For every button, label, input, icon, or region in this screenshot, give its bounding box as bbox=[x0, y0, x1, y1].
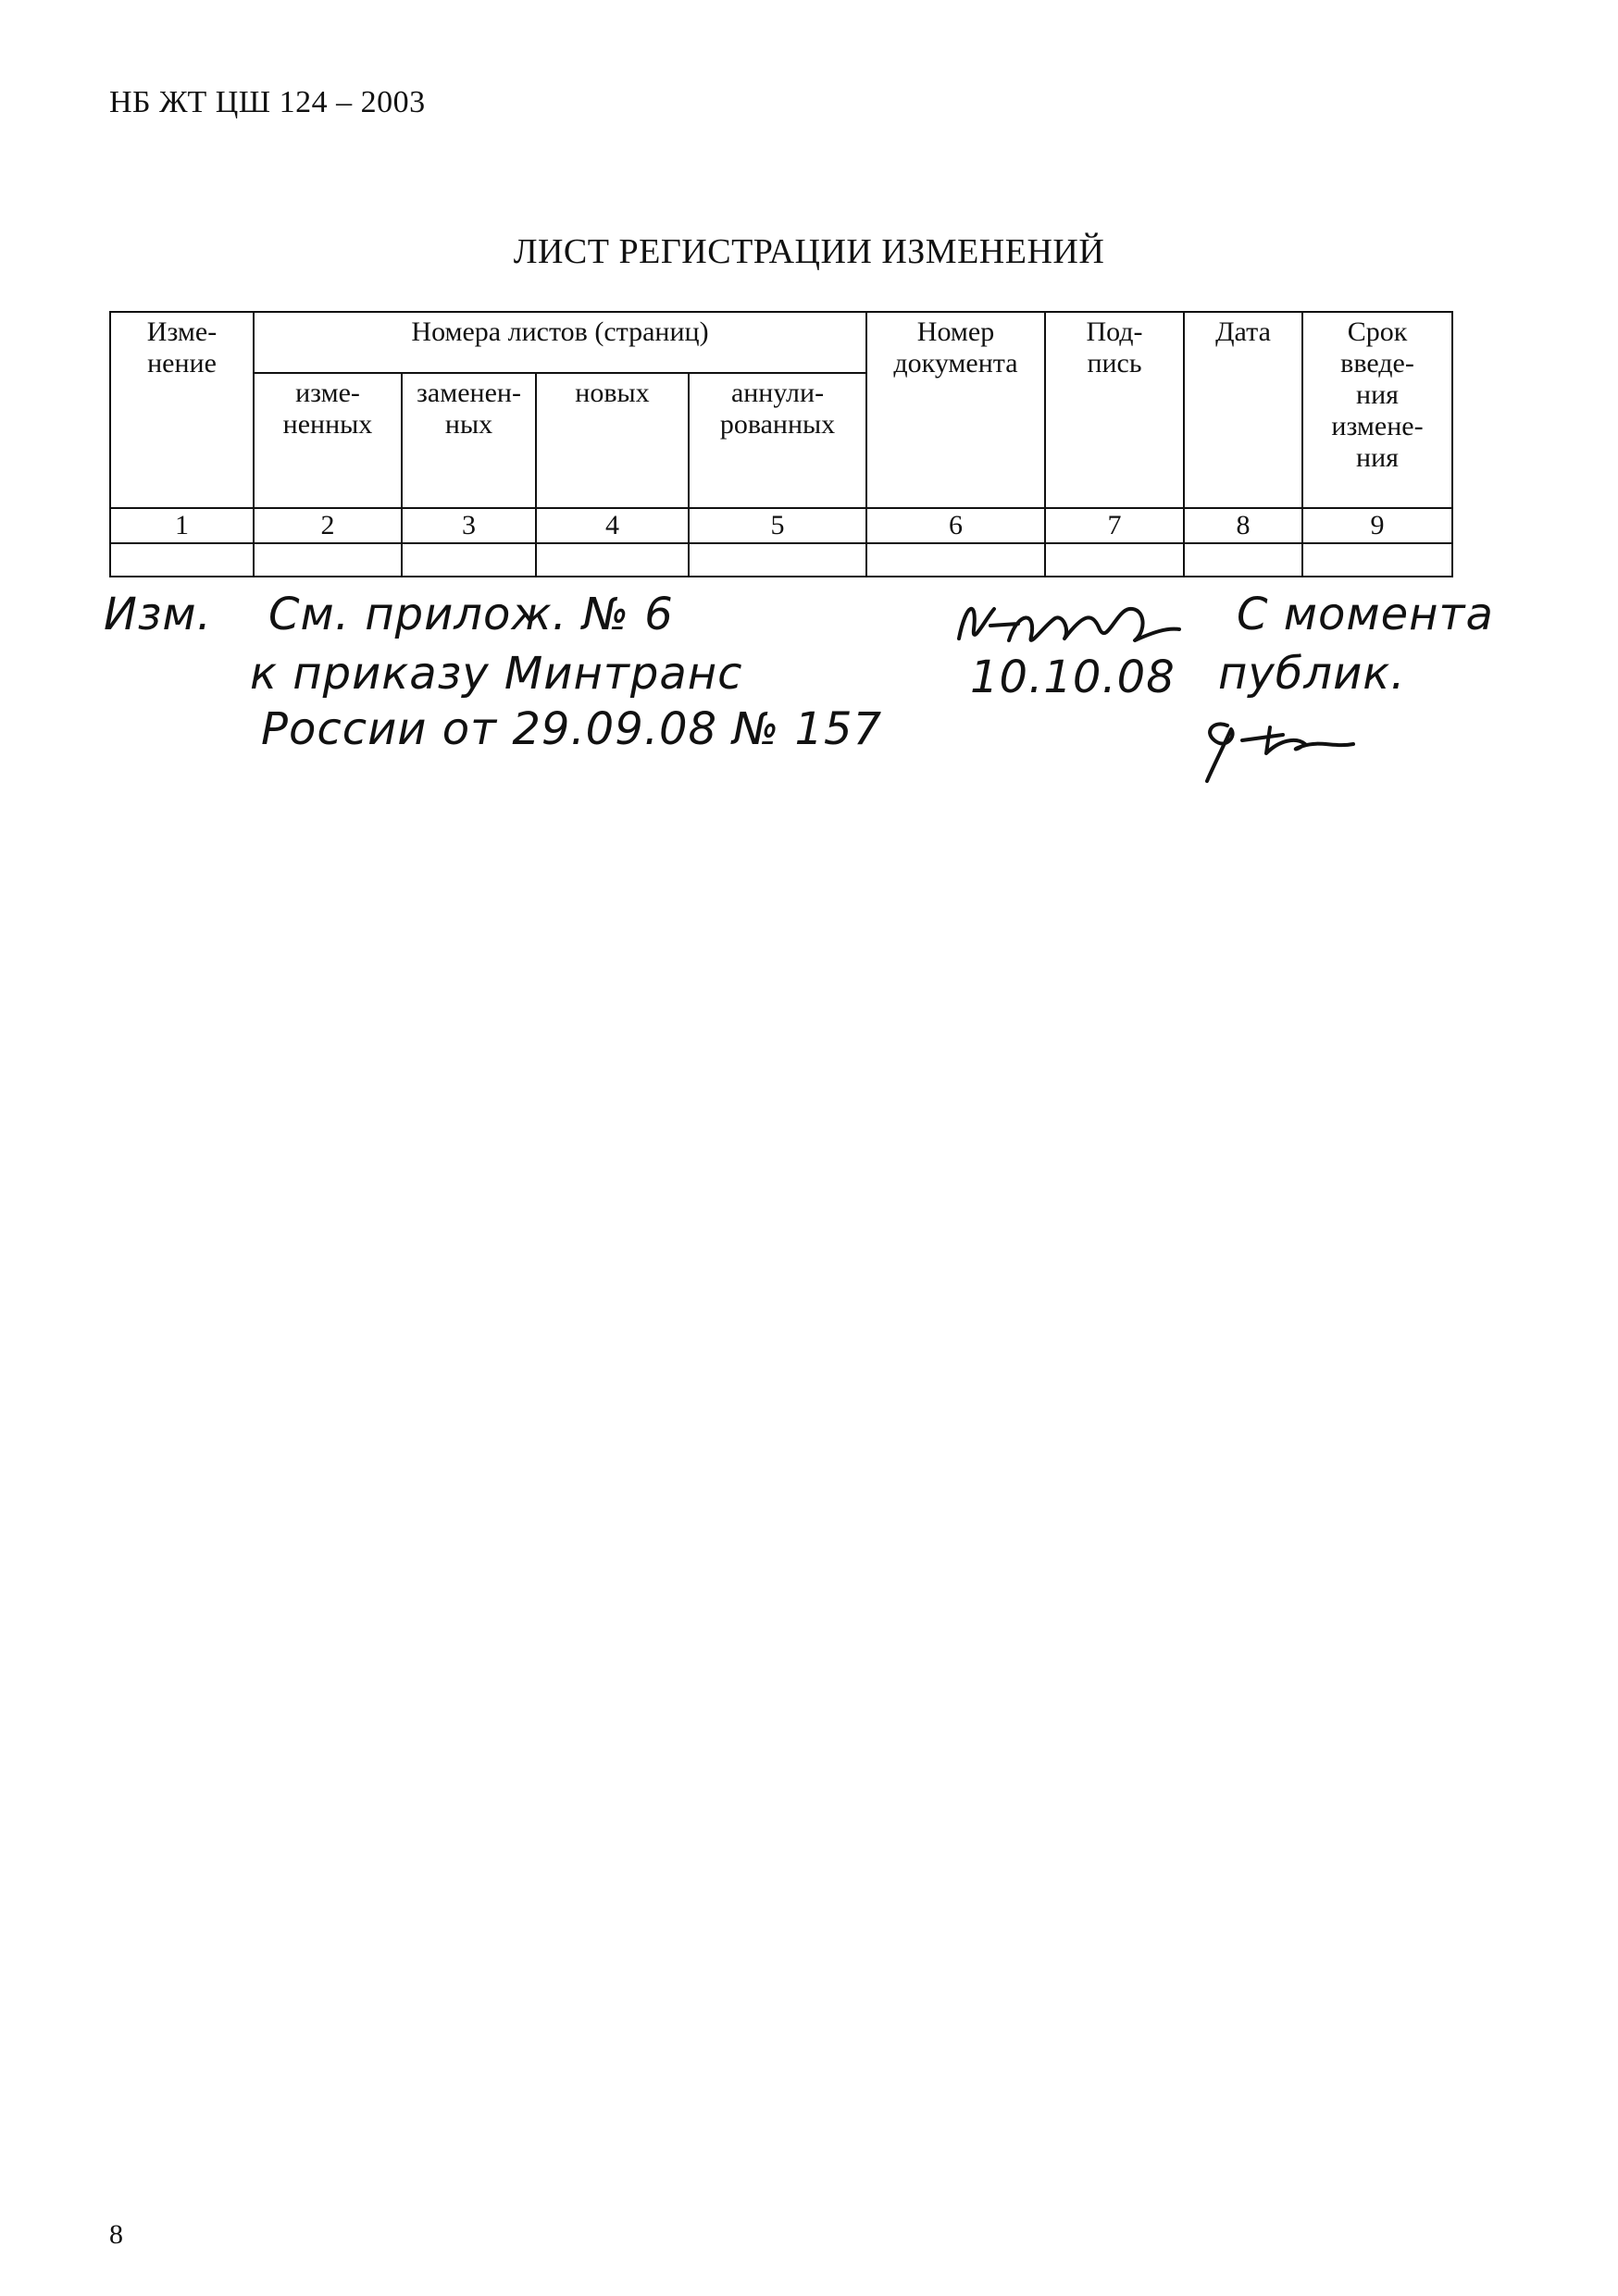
handwritten-effective-line1: С момента bbox=[1237, 589, 1494, 640]
header-annulled: аннули- рованных bbox=[689, 373, 866, 508]
column-number: 5 bbox=[689, 508, 866, 543]
header-date: Дата bbox=[1184, 312, 1302, 508]
table-cell bbox=[1184, 543, 1302, 577]
handwritten-date: 10.10.08 bbox=[970, 652, 1176, 703]
header-new: новых bbox=[536, 373, 689, 508]
header-replaced: заменен- ных bbox=[402, 373, 536, 508]
signature-scribble bbox=[953, 592, 1185, 657]
table-cell bbox=[536, 543, 689, 577]
table-cell bbox=[689, 543, 866, 577]
column-number: 3 bbox=[402, 508, 536, 543]
page-title: ЛИСТ РЕГИСТРАЦИИ ИЗМЕНЕНИЙ bbox=[513, 232, 1105, 271]
header-row-top bbox=[110, 312, 1452, 373]
column-number: 9 bbox=[1302, 508, 1452, 543]
column-number: 6 bbox=[866, 508, 1045, 543]
header-effective-date: Срок введе- ния измене- ния bbox=[1302, 312, 1452, 508]
header-sheet-numbers: Номера листов (страниц) bbox=[254, 312, 866, 373]
table-cell bbox=[1302, 543, 1452, 577]
table-cell bbox=[866, 543, 1045, 577]
handwritten-doc-line1: См. прилож. № 6 bbox=[268, 589, 674, 640]
handwritten-change: Изм. bbox=[104, 589, 212, 640]
table-cell bbox=[254, 543, 402, 577]
document-code: НБ ЖТ ЦШ 124 – 2003 bbox=[109, 85, 426, 119]
column-number: 8 bbox=[1184, 508, 1302, 543]
header-changed: изме- ненных bbox=[254, 373, 402, 508]
header-signature: Под- пись bbox=[1045, 312, 1184, 508]
header-change: Изме- нение bbox=[110, 312, 254, 508]
handwritten-doc-line2: к приказу Минтранс bbox=[250, 648, 743, 700]
table-cell bbox=[110, 543, 254, 577]
column-number: 7 bbox=[1045, 508, 1184, 543]
column-number: 1 bbox=[110, 508, 254, 543]
column-number-row bbox=[110, 508, 1452, 543]
header-doc-number: Номер документа bbox=[866, 312, 1045, 508]
column-number: 4 bbox=[536, 508, 689, 543]
table-cell bbox=[1045, 543, 1184, 577]
handwritten-effective-line2: публик. bbox=[1218, 648, 1406, 700]
table-row bbox=[110, 543, 1452, 577]
change-registration-table bbox=[109, 311, 1453, 577]
signature-scribble-2 bbox=[1194, 713, 1361, 787]
handwritten-doc-line3: России от 29.09.08 № 157 bbox=[261, 703, 883, 755]
table-cell bbox=[402, 543, 536, 577]
page-number: 8 bbox=[109, 2219, 123, 2250]
column-number: 2 bbox=[254, 508, 402, 543]
